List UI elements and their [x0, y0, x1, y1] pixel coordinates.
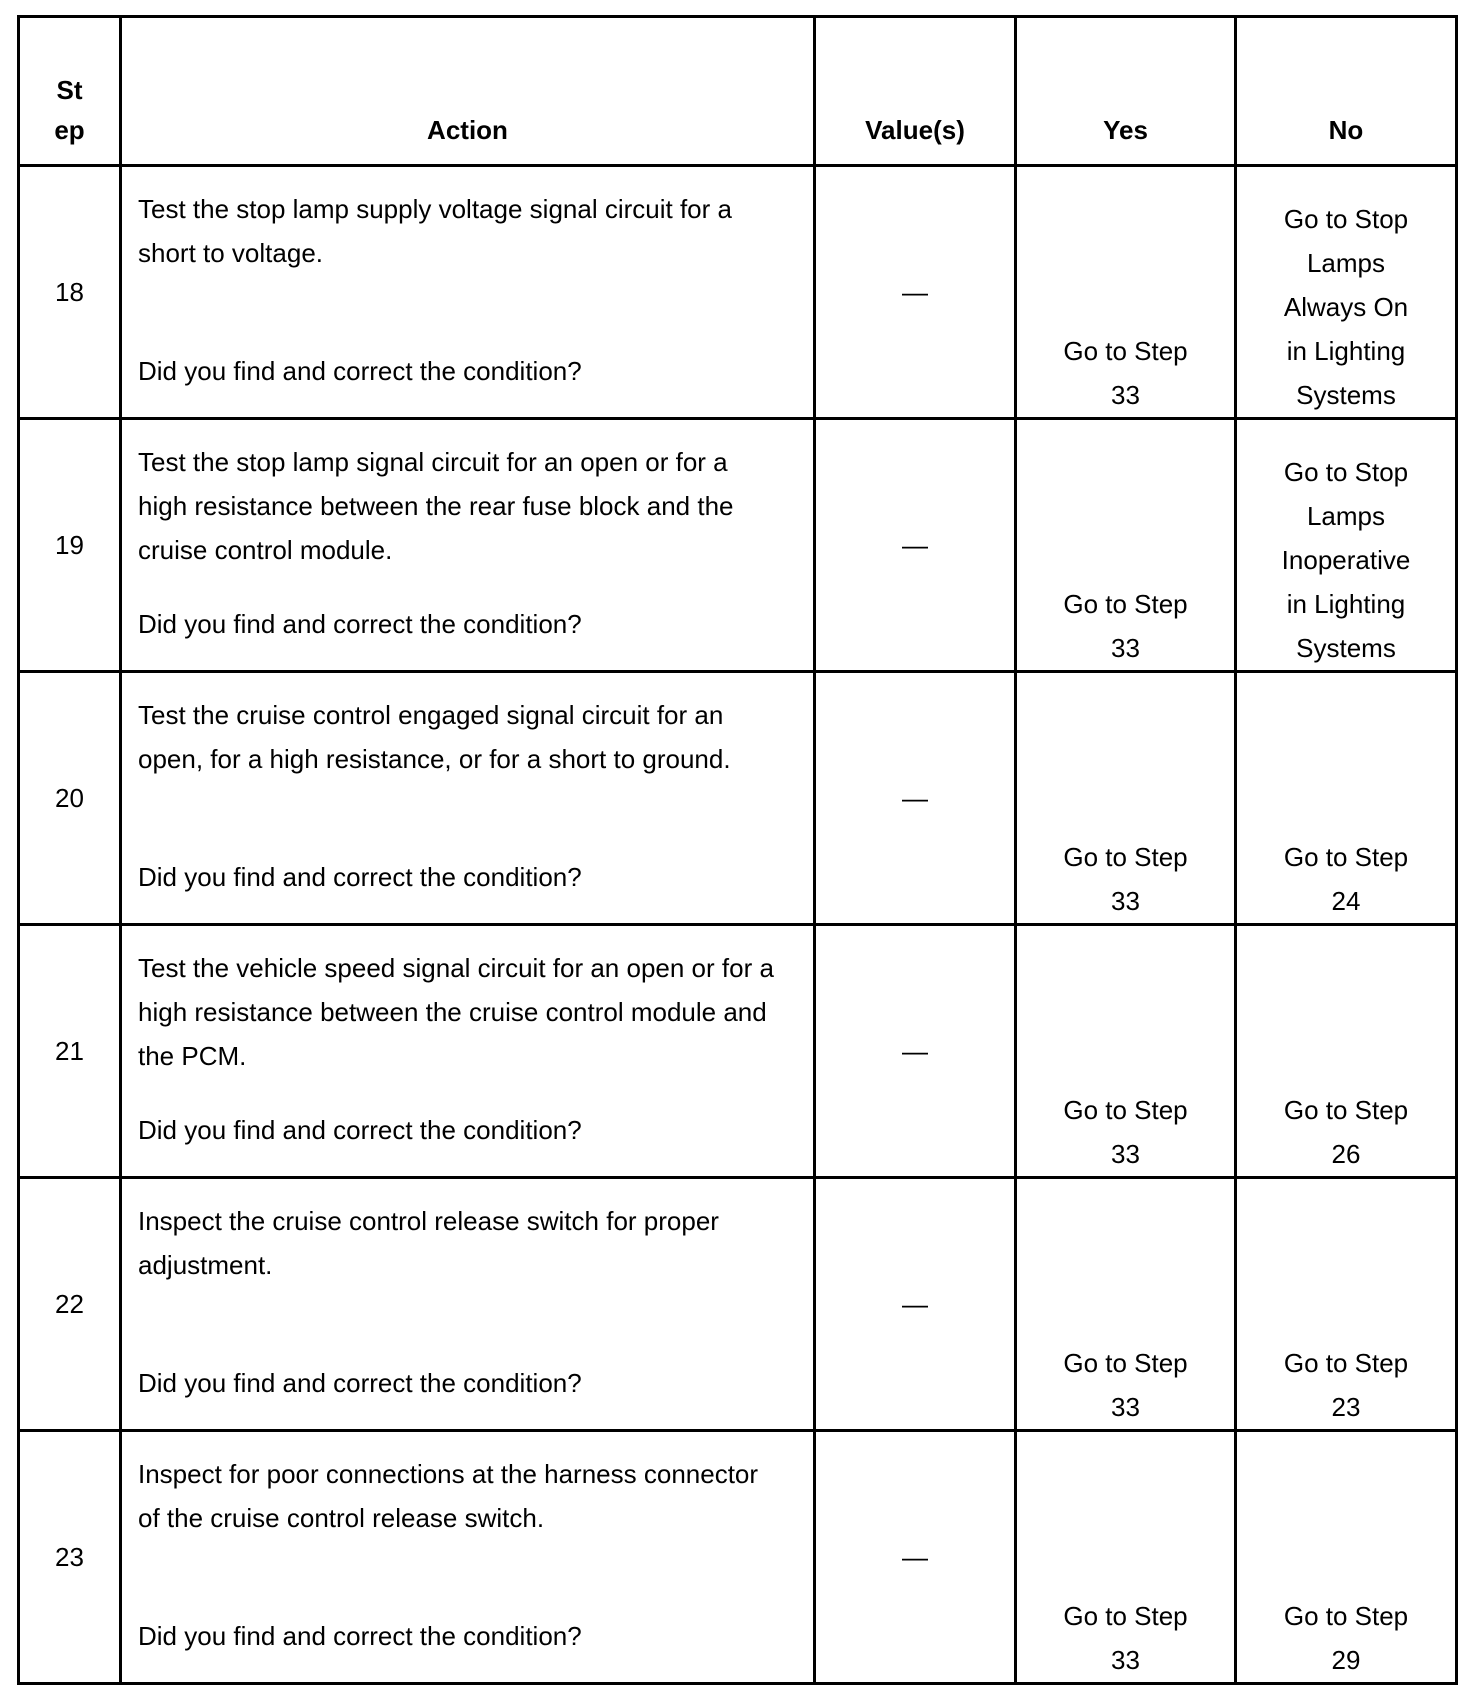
no-cell — [1236, 166, 1457, 419]
yes-cell — [1016, 925, 1236, 1178]
yes-text: Go to Step 33 — [1063, 1601, 1188, 1675]
step-number: 23 — [19, 1431, 121, 1684]
no-text: Go to Stop Lamps Always On in Lighting Systems — [1283, 204, 1409, 410]
action-question: Did you find and correct the condition? — [138, 1115, 582, 1145]
header-row — [19, 17, 1457, 166]
action-cell — [121, 1178, 815, 1431]
action-text: Test the cruise control engaged signal circuit for an open, for a high resistance, or for a short to ground. — [138, 700, 731, 774]
action-text: Test the vehicle speed signal circuit for an open or for a high resistance between the cruise control module and the PCM. — [138, 953, 774, 1071]
no-text: Go to Step 29 — [1283, 1601, 1409, 1675]
no-cell — [1236, 1431, 1457, 1684]
yes-cell — [1016, 166, 1236, 419]
header-no: No — [1236, 17, 1457, 166]
value-cell: — — [815, 672, 1016, 925]
table-row — [19, 1178, 1457, 1431]
table-row — [19, 672, 1457, 925]
header-step-label: St ep — [54, 75, 85, 145]
no-cell — [1236, 419, 1457, 672]
yes-cell — [1016, 1431, 1236, 1684]
yes-text: Go to Step 33 — [1063, 589, 1188, 663]
yes-text: Go to Step 33 — [1063, 1095, 1188, 1169]
action-text: Test the stop lamp supply voltage signal circuit for a short to voltage. — [138, 194, 732, 268]
action-question: Did you find and correct the condition? — [138, 356, 582, 386]
no-cell — [1236, 1178, 1457, 1431]
table-row — [19, 419, 1457, 672]
value-cell: — — [815, 1178, 1016, 1431]
action-cell — [121, 672, 815, 925]
table-row — [19, 1431, 1457, 1684]
action-cell — [121, 925, 815, 1178]
table-row — [19, 925, 1457, 1178]
action-cell — [121, 1431, 815, 1684]
step-number: 22 — [19, 1178, 121, 1431]
yes-cell — [1016, 1178, 1236, 1431]
table-row — [19, 166, 1457, 419]
header-action: Action — [121, 17, 815, 166]
value-cell: — — [815, 419, 1016, 672]
step-number: 19 — [19, 419, 121, 672]
header-values: Value(s) — [815, 17, 1016, 166]
no-cell — [1236, 925, 1457, 1178]
yes-text: Go to Step 33 — [1063, 336, 1188, 410]
step-number: 18 — [19, 166, 121, 419]
value-cell: — — [815, 1431, 1016, 1684]
action-text: Inspect the cruise control release switch for proper adjustment. — [138, 1206, 719, 1280]
action-text: Test the stop lamp signal circuit for an open or for a high resistance between the rear fuse block and the cruise control module. — [138, 447, 734, 565]
yes-text: Go to Step 33 — [1063, 842, 1188, 916]
action-question: Did you find and correct the condition? — [138, 1368, 582, 1398]
no-cell — [1236, 672, 1457, 925]
action-text: Inspect for poor connections at the harness connector of the cruise control release switch. — [138, 1459, 759, 1533]
no-text: Go to Step 26 — [1283, 1095, 1409, 1169]
no-text: Go to Stop Lamps Inoperative in Lighting Systems — [1281, 457, 1411, 663]
no-text: Go to Step 24 — [1283, 842, 1409, 916]
yes-text: Go to Step 33 — [1063, 1348, 1188, 1422]
action-cell — [121, 419, 815, 672]
action-question: Did you find and correct the condition? — [138, 862, 582, 892]
header-yes: Yes — [1016, 17, 1236, 166]
action-question: Did you find and correct the condition? — [138, 609, 582, 639]
diagnostic-table — [17, 15, 1458, 1685]
action-question: Did you find and correct the condition? — [138, 1621, 582, 1651]
step-number: 20 — [19, 672, 121, 925]
value-cell: — — [815, 925, 1016, 1178]
action-cell — [121, 166, 815, 419]
yes-cell — [1016, 419, 1236, 672]
value-cell: — — [815, 166, 1016, 419]
step-number: 21 — [19, 925, 121, 1178]
no-text: Go to Step 23 — [1283, 1348, 1409, 1422]
yes-cell — [1016, 672, 1236, 925]
header-step — [19, 17, 121, 166]
